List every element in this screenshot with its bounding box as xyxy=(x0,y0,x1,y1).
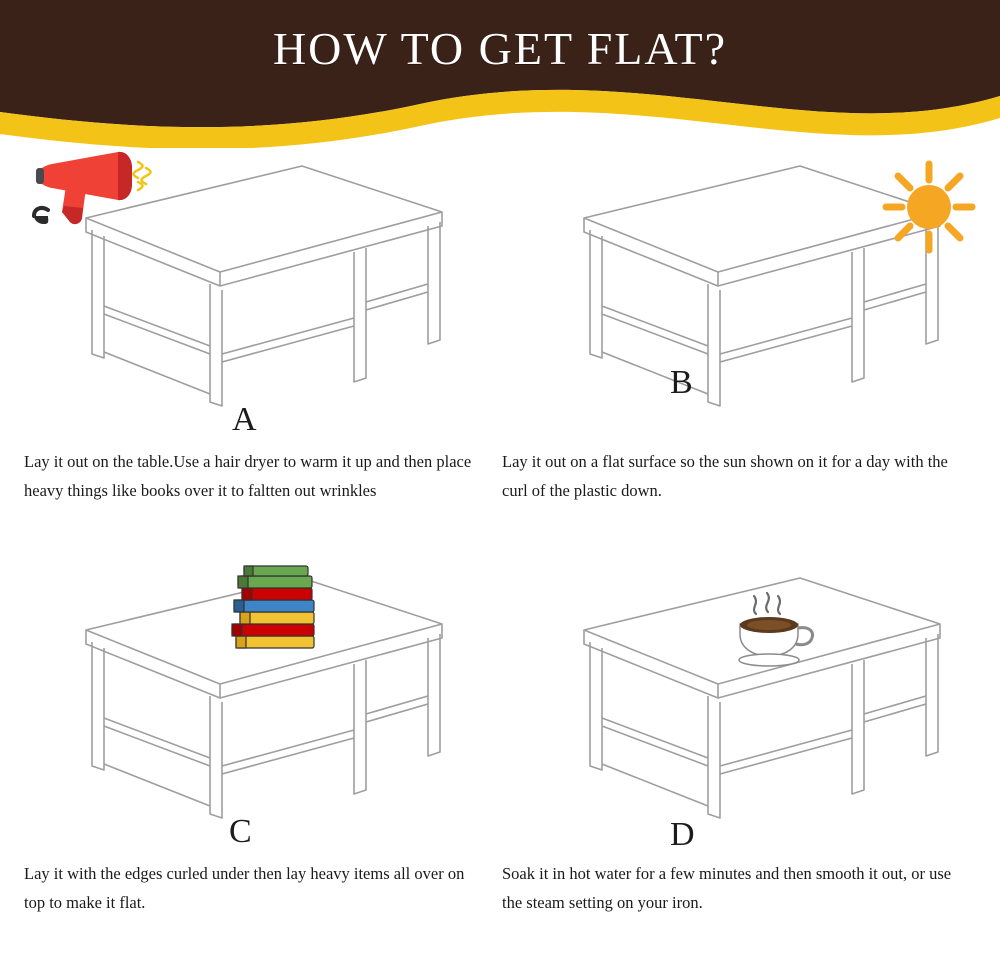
step-b-caption: Lay it out on a flat surface so the sun shown on it for a day with the curl of the plastic down. xyxy=(502,452,948,500)
page-header xyxy=(0,0,1000,148)
step-b-illustration xyxy=(502,156,976,486)
hair-dryer-icon xyxy=(22,146,162,236)
step-d-illustration xyxy=(502,568,976,898)
step-panel-d xyxy=(502,568,976,912)
step-panel-c xyxy=(24,568,498,912)
step-a-caption: Lay it out on the table.Use a hair dryer to warm it up and then place heavy things like books over it to faltten out wrinkles xyxy=(24,452,472,500)
step-c-illustration xyxy=(24,568,498,898)
step-c-caption: Lay it with the edges curled under then lay heavy items all over on top to make it flat. xyxy=(24,864,465,912)
step-panel-a xyxy=(24,156,498,500)
stack-of-books-icon xyxy=(222,560,332,670)
step-a-letter: A xyxy=(232,401,257,438)
step-d-caption: Soak it in hot water for a few minutes and then smooth it out, or use the steam setting on your iron. xyxy=(502,864,952,912)
step-d-letter: D xyxy=(670,816,695,853)
step-panel-b xyxy=(502,156,976,500)
steps-grid xyxy=(0,148,1000,974)
hot-coffee-cup-icon xyxy=(716,590,826,670)
step-c-letter: C xyxy=(229,813,252,850)
page-title: HOW TO GET FLAT? xyxy=(272,23,728,74)
sun-icon xyxy=(874,152,984,262)
step-a-illustration xyxy=(24,156,498,486)
step-b-letter: B xyxy=(670,364,693,401)
